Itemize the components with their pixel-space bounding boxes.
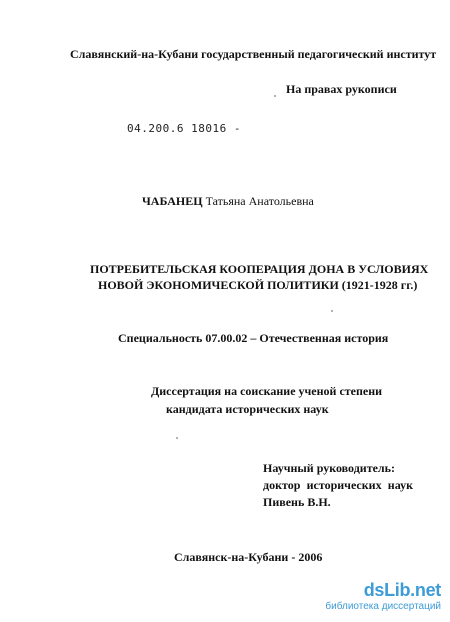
supervisor-label: Научный руководитель: [263, 461, 395, 475]
thesis-title-line-2: НОВОЙ ЭКОНОМИЧЕСКОЙ ПОЛИТИКИ (1921-1928 гг.) [98, 278, 418, 292]
specialty: Специальность 07.00.02 – Отечественная история [118, 331, 389, 345]
dissertation-line-1: Диссертация на соискание ученой степени [151, 384, 383, 398]
author-surname: ЧАБАНЕЦ [142, 194, 203, 208]
scan-speck [274, 95, 276, 97]
watermark-logo: dsLib.net [363, 580, 441, 600]
supervisor-degree-word: исторических [306, 478, 382, 492]
supervisor-degree-word: доктор [263, 478, 301, 492]
institute-name: Славянский-на-Кубани государственный педагогический институт [70, 47, 437, 61]
watermark-tagline: библиотека диссертаций [325, 601, 441, 612]
manuscript-rights: На правах рукописи [286, 82, 397, 96]
supervisor-degree-word: наук [387, 478, 413, 492]
scan-speck [331, 310, 333, 312]
thesis-title-line-1: ПОТРЕБИТЕЛЬСКАЯ КООПЕРАЦИЯ ДОНА В УСЛОВИЯХ [90, 262, 429, 276]
watermark [325, 580, 447, 618]
scan-speck [176, 437, 178, 439]
registration-code: 04.200.6 18016 - [127, 122, 241, 135]
supervisor-name: Пивень В.Н. [263, 495, 331, 509]
city-year: Славянск-на-Кубани - 2006 [174, 550, 323, 564]
author-given-names: Татьяна Анатольевна [205, 194, 314, 208]
dissertation-line-2: кандидата исторических наук [166, 402, 329, 416]
author-name [142, 194, 314, 208]
supervisor-degree [263, 478, 413, 492]
